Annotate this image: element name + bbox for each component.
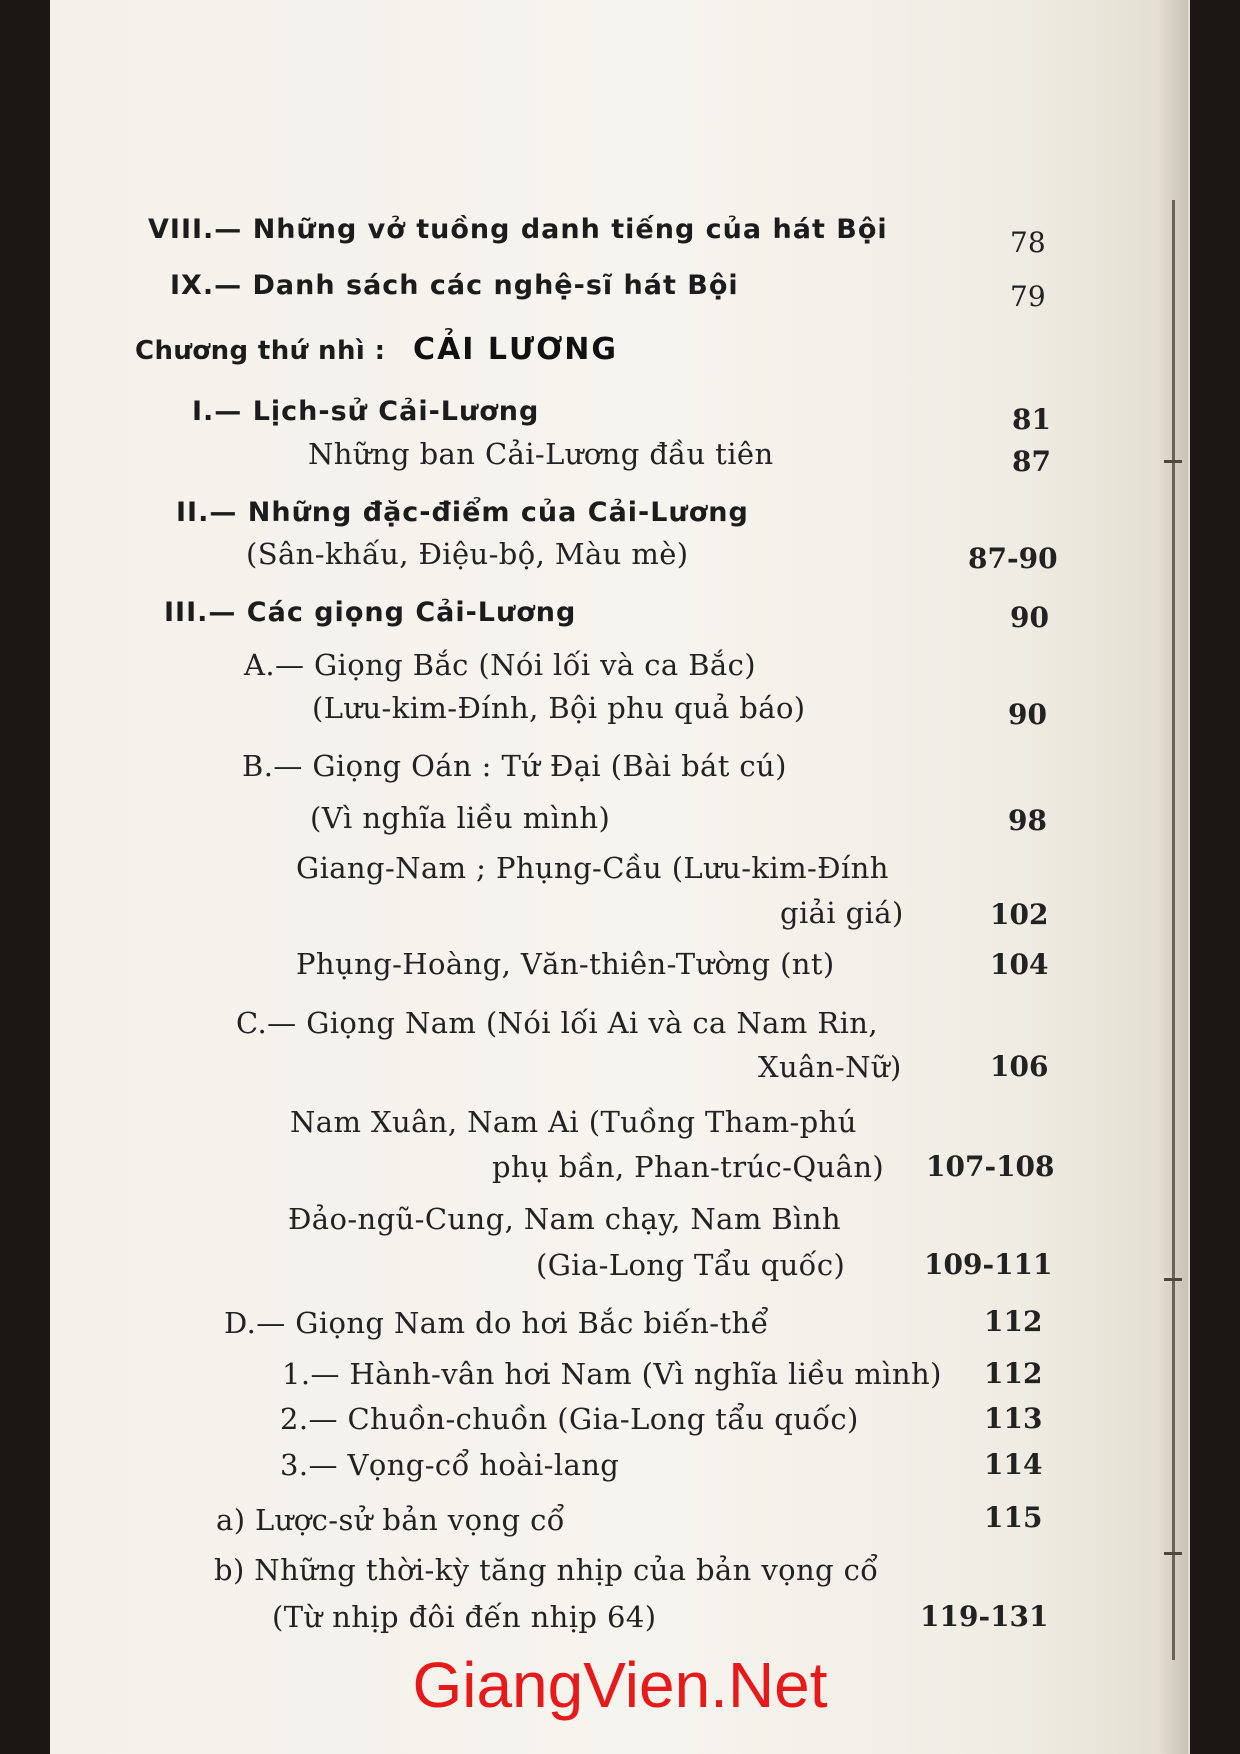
toc-entry-ix: IX.— Danh sách các nghệ-sĩ hát Bội	[170, 270, 739, 301]
toc-entry-viii: VIII.— Những vở tuồng danh tiếng của hát Bội	[148, 214, 888, 245]
toc-entry-d1: 1.— Hành-vân hơi Nam (Vì nghĩa liều mình)	[282, 1357, 942, 1391]
toc-page-giang-nam: 102	[990, 898, 1049, 931]
toc-entry-b-periods: b) Những thời-kỳ tăng nhịp của bản vọng cổ	[214, 1553, 879, 1587]
chapter-label: Chương thứ nhì :	[135, 336, 386, 366]
toc-page-ix: 79	[1010, 280, 1046, 313]
watermark-logo: GiangVien.Net	[412, 1649, 828, 1721]
toc-entry-b-sub: (Vì nghĩa liều mình)	[310, 801, 611, 835]
toc-page-d2: 113	[984, 1402, 1043, 1435]
toc-page-nam-xuan: 107-108	[926, 1150, 1055, 1183]
binding-stitch	[1172, 200, 1175, 1660]
toc-page-d: 112	[984, 1305, 1043, 1338]
toc-page-ii: 87-90	[968, 542, 1058, 575]
toc-entry-phung-hoang: Phụng-Hoàng, Văn-thiên-Tường (nt)	[296, 947, 835, 981]
toc-page-d1: 112	[984, 1357, 1043, 1390]
toc-entry-c-cont: Xuân-Nữ)	[758, 1050, 902, 1084]
toc-page-viii: 78	[1010, 226, 1046, 259]
toc-entry-b: B.— Giọng Oán : Tứ Đại (Bài bát cú)	[242, 749, 787, 783]
toc-page-d3: 114	[984, 1448, 1043, 1481]
toc-entry-nam-xuan-cont: phụ bần, Phan-trúc-Quân)	[492, 1150, 885, 1184]
chapter-title: CẢI LƯƠNG	[413, 332, 619, 367]
toc-page-a: 90	[1008, 698, 1047, 731]
toc-page-c: 106	[990, 1050, 1049, 1083]
toc-entry-ii: II.— Những đặc-điểm của Cải-Lương	[176, 497, 749, 528]
toc-entry-a-history: a) Lược-sử bản vọng cổ	[216, 1503, 565, 1537]
binding-stitch-mark	[1164, 1278, 1182, 1281]
toc-entry-a-sub: (Lưu-kim-Đính, Bội phu quả báo)	[312, 691, 806, 725]
toc-entry-giang-nam-cont: giải giá)	[780, 896, 904, 930]
binding-stitch-mark	[1164, 1552, 1182, 1555]
chapter-heading	[135, 332, 618, 367]
toc-page-dao-ngu-cung: 109-111	[924, 1248, 1053, 1281]
binding-stitch-mark	[1164, 460, 1182, 463]
toc-page-a-history: 115	[984, 1501, 1043, 1534]
toc-entry-c: C.— Giọng Nam (Nói lối Ai và ca Nam Rin,	[236, 1006, 878, 1040]
toc-page-i: 81	[1012, 403, 1051, 436]
toc-entry-nam-xuan: Nam Xuân, Nam Ai (Tuồng Tham-phú	[290, 1105, 857, 1139]
toc-entry-dao-ngu-cung-cont: (Gia-Long Tẩu quốc)	[536, 1248, 846, 1282]
toc-entry-d3: 3.— Vọng-cổ hoài-lang	[280, 1448, 620, 1482]
toc-entry-first-troupes: Những ban Cải-Lương đầu tiên	[308, 437, 774, 471]
toc-entry-i: I.— Lịch-sử Cải-Lương	[192, 396, 540, 427]
toc-entry-d: D.— Giọng Nam do hơi Bắc biến-thể	[224, 1306, 769, 1340]
toc-page-first-troupes: 87	[1012, 445, 1051, 478]
toc-entry-b-periods-cont: (Từ nhịp đôi đến nhịp 64)	[272, 1600, 657, 1634]
toc-page-b-periods: 119-131	[920, 1600, 1049, 1633]
toc-page-phung-hoang: 104	[990, 948, 1049, 981]
toc-page-iii: 90	[1010, 601, 1049, 634]
toc-entry-d2: 2.— Chuồn-chuồn (Gia-Long tẩu quốc)	[280, 1402, 859, 1436]
toc-entry-giang-nam: Giang-Nam ; Phụng-Cầu (Lưu-kim-Đính	[296, 851, 889, 885]
toc-entry-a: A.— Giọng Bắc (Nói lối và ca Bắc)	[244, 648, 756, 682]
toc-entry-dao-ngu-cung: Đảo-ngũ-Cung, Nam chạy, Nam Bình	[288, 1202, 841, 1236]
toc-page-b: 98	[1008, 804, 1047, 837]
toc-entry-ii-sub: (Sân-khấu, Điệu-bộ, Màu mè)	[246, 537, 689, 571]
toc-entry-iii: III.— Các giọng Cải-Lương	[164, 597, 577, 628]
